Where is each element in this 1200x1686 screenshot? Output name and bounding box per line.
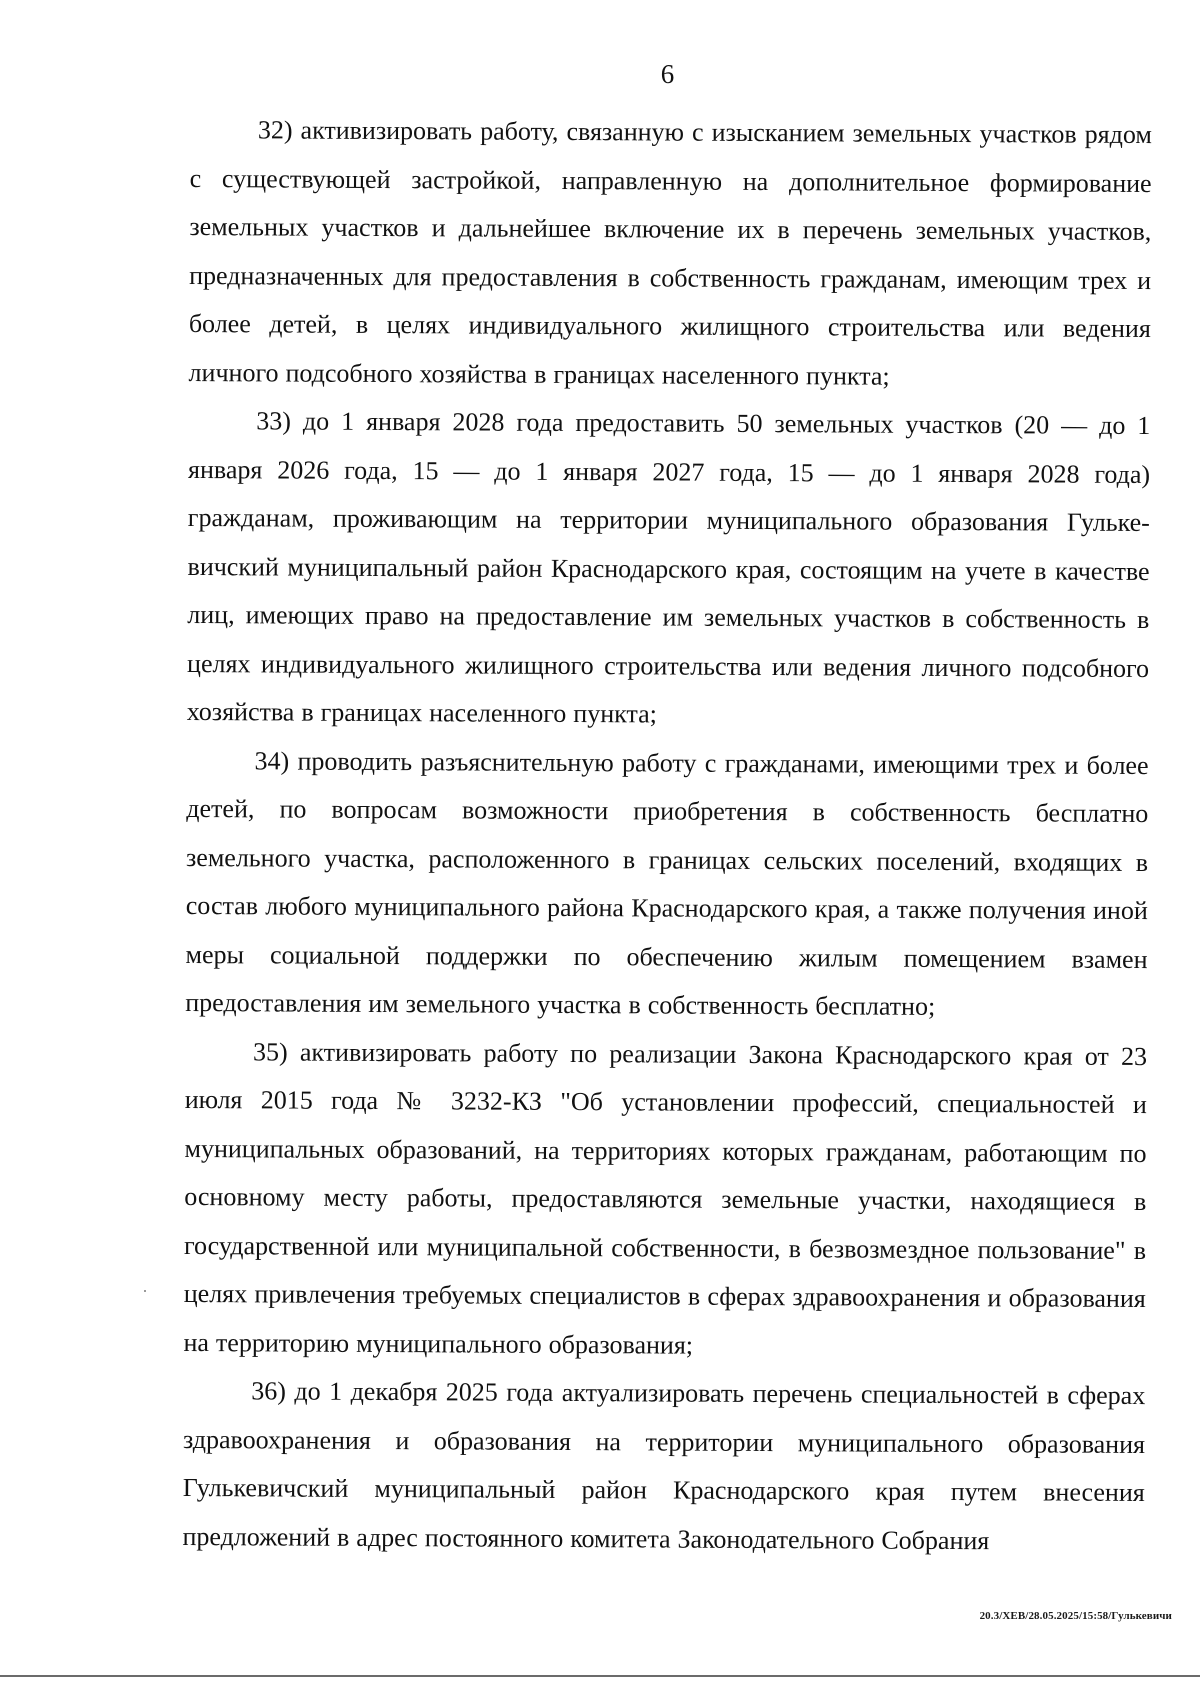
paragraph-33: 33) до 1 января 2028 года предоставить 50 земельных участков (20 — до 1 января 2026 года, 15 — до 1 января 2027 года, 15 — до 1 января 2028 года) гражданам, проживающим на территории муниципального образования Гулькевичский муниципальный район Краснодарского края, состоящим на учете в качестве лиц, имеющих право на предоставление им земельных участков в собственность в целях индивидуального жилищного строительства или ведения личного подсобного хозяйства в границах населенного пункта; (186, 406, 1151, 729)
page-number: 6 (660, 59, 675, 89)
paragraph-36: 36) до 1 декабря 2025 года актуализировать перечень специальностей в сферах здравоохранения и образования на территории муниципального образования Гулькевичский муниципальный район Краснодарского края путем внесения предложений в адрес постоянного комитета Законодательного Собрания (182, 1376, 1146, 1555)
paragraph-35: 35) активизировать работу по реализации Закона Краснодарского края от 23 июля 2015 года № 3232-КЗ "Об установлении профессий, специальностей и муниципальных образований, на территориях которых гражданам, работающим по основному месту работы, предоставляются земельные участки, находящиеся в государственной или муниципальной собственности, в безвозмездное пользование" в целях привлечения требуемых специалистов в сферах здравоохранения и образования на территорию муниципального образования; (183, 1036, 1148, 1360)
document-body (182, 106, 1152, 1566)
paragraph-34: 34) проводить разъяснительную работу с гражданами, имеющими трех и более детей, по вопросам возможности приобретения в собственность бесплатно земельного участка, расположенного в границах сельских поселений, входящих в состав любого муниципального района Краснодарского края, а также получения иной меры социальной поддержки по обеспечению жилым помещением взамен предоставления им земельного участка в собственность бесплатно; (185, 745, 1149, 1021)
document-registration-stamp: 20.3/ХЕВ/28.05.2025/15:58/Гулькевичи (979, 1610, 1172, 1622)
paragraph-32: 32) активизировать работу, связанную с изысканием земельных участков рядом с существующей застройкой, направленную на дополнительное формирование земельных участков и дальнейшее включение их в перечень земельных участков, предназначенных для предоставления в собственность гражданам, имеющим трех и более детей, в целях индивидуального жилищного строительства или ведения личного подсобного хозяйства в границах населенного пункта; (188, 115, 1152, 391)
scan-speck (144, 1290, 146, 1292)
scan-bottom-edge (0, 1675, 1200, 1677)
